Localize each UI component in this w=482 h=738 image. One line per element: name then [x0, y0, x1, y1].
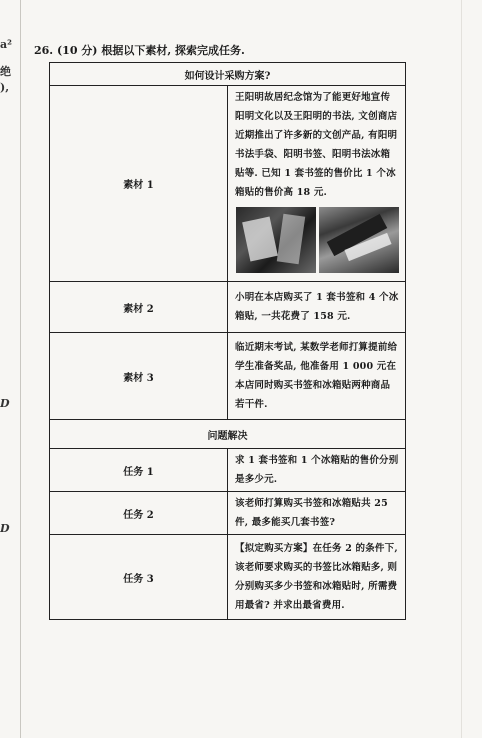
- material-1-text: 王阳明故居纪念馆为了能更好地宣传阳明文化以及王阳明的书法, 文创商店近期推出了许多新的文创产品, 有阳明书法手袋、阳明书签、阳明书法冰箱贴等. 已知 1 套书签的售价比 1 个冰箱贴的售价高 18 元.: [235, 92, 398, 198]
- page-edge: [461, 0, 462, 738]
- margin-o-mark-2: D: [0, 522, 10, 535]
- material-row-3: [50, 333, 406, 420]
- bookmark-photo: [236, 207, 316, 273]
- material-row-1: [50, 86, 406, 282]
- task-row-3: [50, 535, 406, 620]
- material-1-label: 素材 1: [50, 86, 228, 282]
- material-1-cell: [228, 86, 406, 282]
- material-row-2: [50, 282, 406, 333]
- margin-char-2: ),: [0, 81, 10, 94]
- table-title: 如何设计采购方案?: [50, 63, 406, 86]
- task-2-label: 任务 2: [50, 492, 228, 535]
- task-2-text: 该老师打算购买书签和冰箱贴共 25 件, 最多能买几套书签?: [228, 492, 406, 535]
- margin-rule: [20, 0, 21, 738]
- section-row: [50, 420, 406, 449]
- material-2-label: 素材 2: [50, 282, 228, 333]
- task-1-label: 任务 1: [50, 449, 228, 492]
- question-title: 26. (10 分) 根据以下素材, 探索完成任务.: [34, 44, 245, 57]
- task-table: [49, 62, 406, 620]
- task-row-2: [50, 492, 406, 535]
- task-row-1: [50, 449, 406, 492]
- section-title: 问题解决: [50, 420, 406, 449]
- task-1-text: 求 1 套书签和 1 个冰箱贴的售价分别是多少元.: [228, 449, 406, 492]
- title-row: [50, 63, 406, 86]
- material-3-text: 临近期末考试, 某数学老师打算提前给学生准备奖品, 他准备用 1 000 元在本店同时购买书签和冰箱贴两种商品若干件.: [228, 333, 406, 420]
- task-3-text: 【拟定购买方案】在任务 2 的条件下, 该老师要求购买的书签比冰箱贴多, 则分别购买多少书签和冰箱贴时, 所需费用最省? 并求出最省费用.: [228, 535, 406, 620]
- material-3-label: 素材 3: [50, 333, 228, 420]
- margin-char-1: 绝: [0, 65, 11, 78]
- margin-top-mark: a²: [0, 38, 12, 51]
- margin-o-mark-1: D: [0, 397, 10, 410]
- fridge-magnet-photo: [319, 207, 399, 273]
- left-margin: [0, 0, 22, 738]
- material-2-text: 小明在本店购买了 1 套书签和 4 个冰箱贴, 一共花费了 158 元.: [228, 282, 406, 333]
- product-photos: [235, 207, 399, 273]
- task-3-label: 任务 3: [50, 535, 228, 620]
